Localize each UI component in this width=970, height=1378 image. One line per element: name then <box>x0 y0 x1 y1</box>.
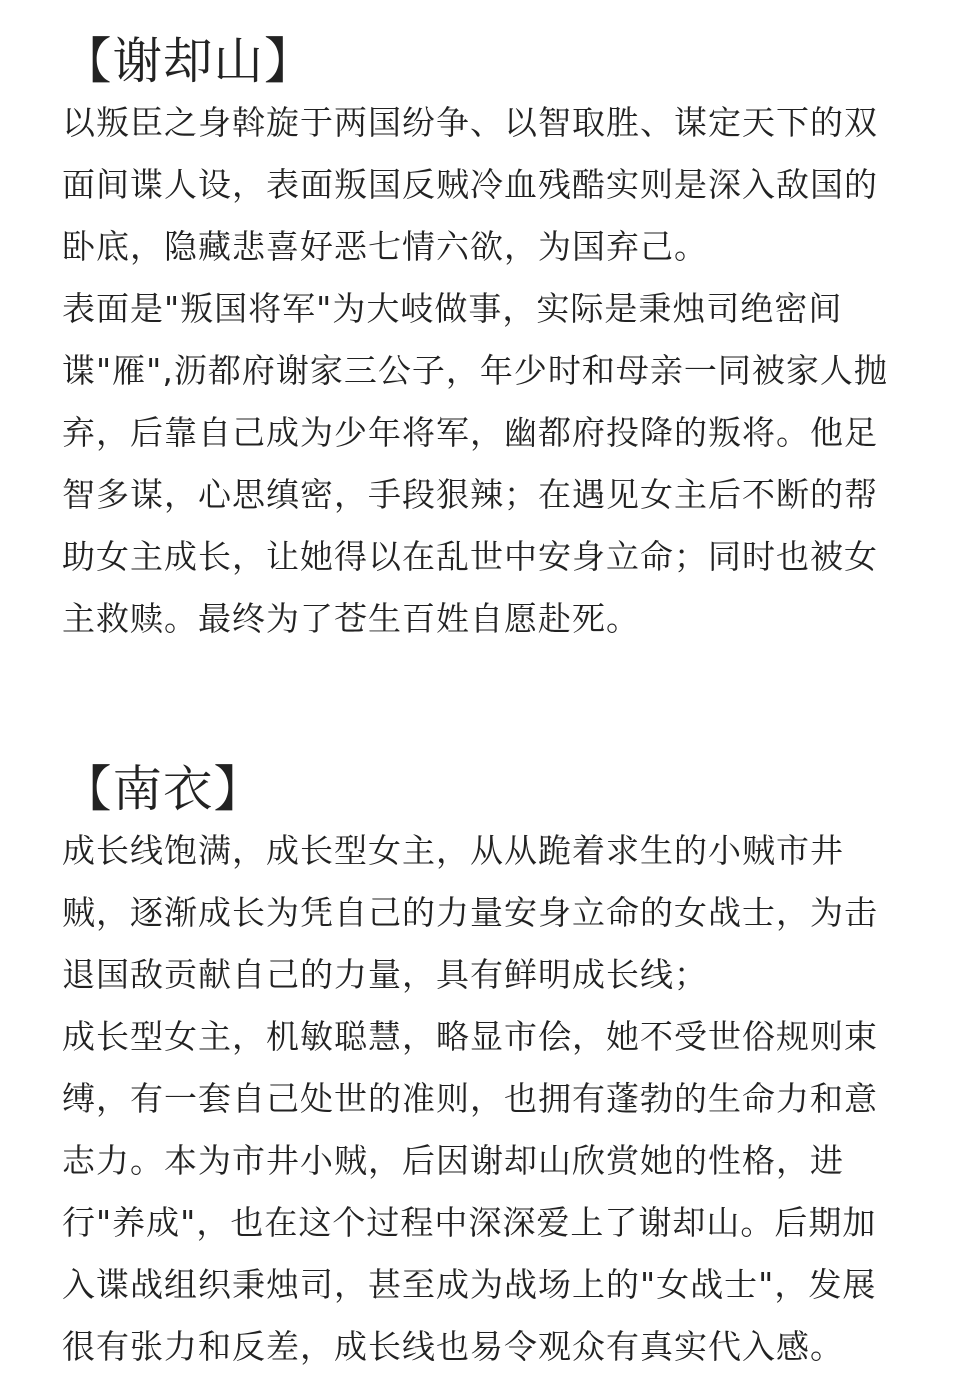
section-title-xie-queshan: 【谢却山】 <box>62 32 315 90</box>
paragraph-nan-yi-1: 成长线饱满，成长型女主，从从跪着求生的小贼市井贼，逐渐成长为凭自己的力量安身立命的女战士，为击退国敌贡献自己的力量，具有鲜明成长线； <box>62 831 878 994</box>
section-title-nan-yi: 【南衣】 <box>62 760 264 818</box>
paragraph-nan-yi-2: 成长型女主，机敏聪慧，略显市侩，她不受世俗规则束缚，有一套自己处世的准则，也拥有蓬勃的生命力和意志力。本为市井小贼，后因谢却山欣赏她的性格，进行"养成"，也在这个过程中深深爱上了谢却山。后期加入谍战组织秉烛司，甚至成为战场上的"女战士"，发展很有张力和反差，成长线也易令观众有真实代入感。 <box>62 1017 878 1366</box>
paragraph-xie-queshan-2: 表面是"叛国将军"为大岐做事，实际是秉烛司绝密间谍"雁",沥都府谢家三公子，年少时和母亲一同被家人抛弃，后靠自己成为少年将军，幽都府投降的叛将。他足智多谋，心思缜密，手段狠辣；在遇见女主后不断的帮助女主成长，让她得以在乱世中安身立命；同时也被女主救赎。最终为了苍生百姓自愿赴死。 <box>62 289 888 638</box>
paragraph-xie-queshan-1: 以叛臣之身斡旋于两国纷争、以智取胜、谋定天下的双面间谍人设，表面叛国反贼冷血残酷实则是深入敌国的卧底，隐藏悲喜好恶七情六欲，为国弃己。 <box>62 103 878 266</box>
section-spacer <box>62 650 910 758</box>
